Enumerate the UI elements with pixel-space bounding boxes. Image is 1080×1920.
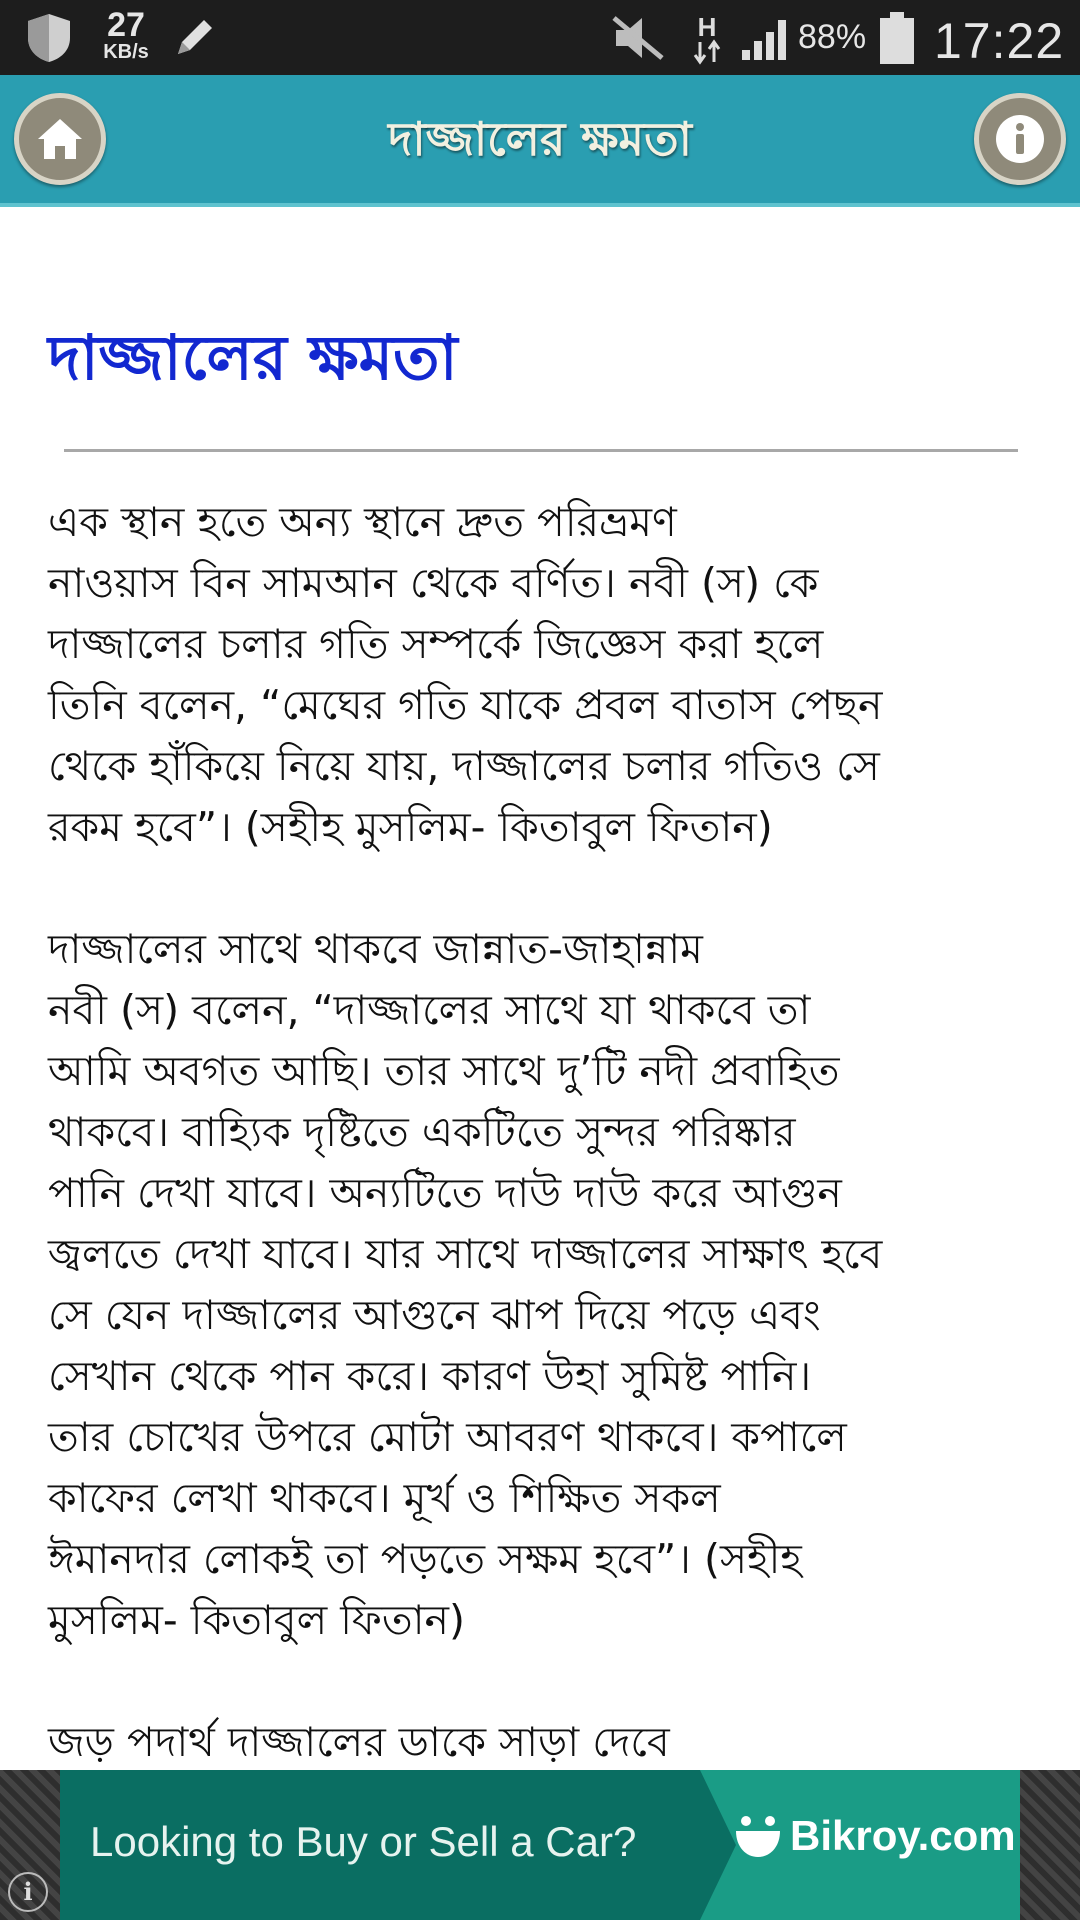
network-type-label: H [697,12,717,42]
paragraph-line: আমি অবগত আছি। তার সাথে দু’টি নদী প্রবাহিত [48,1047,840,1096]
pencil-icon [170,14,220,62]
article-paragraph [48,919,1032,1651]
ad-text: Looking to Buy or Sell a Car? [90,1818,637,1865]
paragraph-line: মুসলিম- কিতাবুল ফিতান) [48,1596,466,1645]
network-h-icon [690,10,724,66]
info-button[interactable] [974,93,1066,185]
mute-icon [610,14,666,62]
ad-brand: Bikroy.com [790,1812,1016,1859]
paragraph-line: থেকে হাঁকিয়ে নিয়ে যায়, দাজ্জালের চলার গতিও সে [48,742,880,791]
ad-logo [732,1812,1016,1860]
article-content[interactable] [0,207,1080,1770]
status-bar [0,0,1080,75]
shield-icon [24,12,74,64]
paragraph-line: ঈমানদার লোকই তা পড়তে সক্ষম হবে”। (সহীহ [48,1535,802,1584]
article-paragraph [48,492,1032,858]
ad-info-icon[interactable]: i [8,1872,48,1912]
paragraph-line: সে যেন দাজ্জালের আগুনে ঝাপ দিয়ে পড়ে এবং [48,1291,821,1340]
paragraph-line: নবী (স) বলেন, “দাজ্জালের সাথে যা থাকবে তা [48,986,811,1035]
info-icon [994,113,1046,165]
paragraph-line: দাজ্জালের চলার গতি সম্পর্কে জিজ্ঞেস করা হলে [48,620,824,669]
paragraph-line: থাকবে। বাহ্যিক দৃষ্টিতে একটিতে সুন্দর পরিষ্কার [48,1108,796,1157]
speed-value: 27 [107,6,145,44]
paragraph-line: এক স্থান হতে অন্য স্থানে দ্রুত পরিভ্রমণ [48,498,677,547]
paragraph-line: জ্বলতে দেখা যাবে। যার সাথে দাজ্জালের সাক্ষাৎ হবে [48,1230,883,1279]
article-heading: দাজ্জালের ক্ষমতা [48,321,458,394]
app-bar-title: দাজ্জালের ক্ষমতা [388,112,692,166]
paragraph-line: তার চোখের উপরে মোটা আবরণ থাকবে। কপালে [48,1413,847,1462]
paragraph-line: পানি দেখা যাবে। অন্যটিতে দাউ দাউ করে আগুন [48,1169,842,1218]
battery-icon [877,12,917,64]
paragraph-line: দাজ্জালের সাথে থাকবে জান্নাত-জাহান্নাম [48,925,703,974]
ad-creative[interactable] [60,1770,1020,1920]
ad-banner [0,1770,1080,1920]
divider [64,449,1018,452]
paragraph-line: রকম হবে”। (সহীহ মুসলিম- কিতাবুল ফিতান) [48,803,773,852]
paragraph-line: তিনি বলেন, “মেঘের গতি যাকে প্রবল বাতাস পেছন [48,681,883,730]
article-paragraph [48,1712,1032,1770]
app-bar [0,75,1080,207]
paragraph-line: কাফের লেখা থাকবে। মূর্খ ও শিক্ষিত সকল [48,1474,721,1523]
battery-percent: 88% [798,18,867,56]
network-speed [96,8,156,62]
speed-unit: KB/s [103,41,149,63]
clock: 17:22 [934,13,1065,69]
paragraph-line: নাওয়াস বিন সামআন থেকে বর্ণিত। নবী (স) কে [48,559,819,608]
paragraph-line: জড় পদার্থ দাজ্জালের ডাকে সাড়া দেবে [48,1718,670,1767]
signal-icon [740,14,794,62]
home-button[interactable] [14,93,106,185]
ad-arrow [700,1770,736,1920]
bikroy-smile-icon [732,1813,784,1859]
paragraph-line: সেখান থেকে পান করে। কারণ উহা সুমিষ্ট পানি। [48,1352,812,1401]
home-icon [35,116,85,162]
